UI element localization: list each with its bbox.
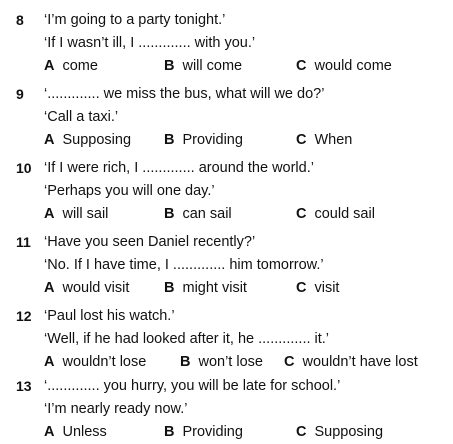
option-a[interactable] <box>44 130 131 150</box>
option-letter: C <box>296 132 307 148</box>
question-10 <box>0 158 453 224</box>
option-a[interactable] <box>44 422 107 442</box>
question-number: 13 <box>16 378 32 394</box>
option-text: would come <box>314 58 392 74</box>
option-letter: C <box>296 280 307 296</box>
question-11 <box>0 232 453 298</box>
question-prompt: ‘............. you hurry, you will be late for school.’ <box>44 378 341 394</box>
question-response: ‘No. If I have time, I ............. him tomorrow.’ <box>44 257 324 273</box>
question-number: 10 <box>16 160 32 176</box>
option-a[interactable] <box>44 352 146 372</box>
question-response: ‘I’m nearly ready now.’ <box>44 401 188 417</box>
option-text: might visit <box>182 280 247 296</box>
option-text: Unless <box>62 424 107 440</box>
option-text: visit <box>314 280 340 296</box>
question-number: 8 <box>16 12 24 28</box>
option-b[interactable] <box>164 422 243 442</box>
option-text: Supposing <box>62 132 132 148</box>
question-prompt: ‘Have you seen Daniel recently?’ <box>44 234 256 250</box>
option-c[interactable] <box>296 204 375 224</box>
answer-options <box>44 352 453 372</box>
option-c[interactable] <box>296 56 392 76</box>
option-c[interactable] <box>296 130 352 150</box>
question-response: ‘If I wasn’t ill, I ............. with you.’ <box>44 35 256 51</box>
question-9 <box>0 84 453 150</box>
option-a[interactable] <box>44 56 98 76</box>
option-letter: A <box>44 280 55 296</box>
question-prompt: ‘............. we miss the bus, what will we do?’ <box>44 86 325 102</box>
question-number: 9 <box>16 86 24 102</box>
option-text: will come <box>182 58 243 74</box>
option-text: wouldn’t have lost <box>302 354 418 370</box>
option-c[interactable] <box>296 278 339 298</box>
option-b[interactable] <box>164 278 247 298</box>
question-8 <box>0 10 453 76</box>
answer-options <box>44 422 453 442</box>
option-c[interactable] <box>284 352 418 372</box>
option-letter: A <box>44 424 55 440</box>
question-13 <box>0 376 453 442</box>
option-text: will sail <box>62 206 109 222</box>
option-b[interactable] <box>164 56 242 76</box>
question-number: 11 <box>16 234 31 250</box>
option-letter: A <box>44 206 55 222</box>
option-letter: B <box>180 354 191 370</box>
option-text: wouldn’t lose <box>62 354 147 370</box>
option-letter: C <box>296 206 307 222</box>
option-text: would visit <box>62 280 130 296</box>
answer-options <box>44 204 453 224</box>
option-text: won’t lose <box>198 354 263 370</box>
option-b[interactable] <box>180 352 263 372</box>
option-letter: B <box>164 280 175 296</box>
option-b[interactable] <box>164 130 243 150</box>
option-letter: C <box>296 58 307 74</box>
question-number: 12 <box>16 308 32 324</box>
question-response: ‘Well, if he had looked after it, he ............. it.’ <box>44 331 330 347</box>
answer-options <box>44 278 453 298</box>
option-letter: B <box>164 58 175 74</box>
option-letter: C <box>296 424 307 440</box>
option-b[interactable] <box>164 204 232 224</box>
option-letter: A <box>44 58 55 74</box>
option-text: Supposing <box>314 424 384 440</box>
option-text: When <box>314 132 353 148</box>
answer-options <box>44 56 453 76</box>
answer-options <box>44 130 453 150</box>
option-text: Providing <box>182 424 243 440</box>
option-letter: C <box>284 354 295 370</box>
option-letter: A <box>44 354 55 370</box>
question-response: ‘Call a taxi.’ <box>44 109 119 125</box>
question-response: ‘Perhaps you will one day.’ <box>44 183 215 199</box>
option-text: could sail <box>314 206 375 222</box>
option-a[interactable] <box>44 278 129 298</box>
question-prompt: ‘Paul lost his watch.’ <box>44 308 175 324</box>
question-12 <box>0 306 453 372</box>
option-text: Providing <box>182 132 243 148</box>
question-prompt: ‘If I were rich, I ............. around the world.’ <box>44 160 314 176</box>
option-text: come <box>62 58 98 74</box>
option-letter: B <box>164 206 175 222</box>
option-letter: B <box>164 424 175 440</box>
option-text: can sail <box>182 206 232 222</box>
option-a[interactable] <box>44 204 108 224</box>
option-letter: A <box>44 132 55 148</box>
option-c[interactable] <box>296 422 383 442</box>
question-prompt: ‘I’m going to a party tonight.’ <box>44 12 226 28</box>
option-letter: B <box>164 132 175 148</box>
